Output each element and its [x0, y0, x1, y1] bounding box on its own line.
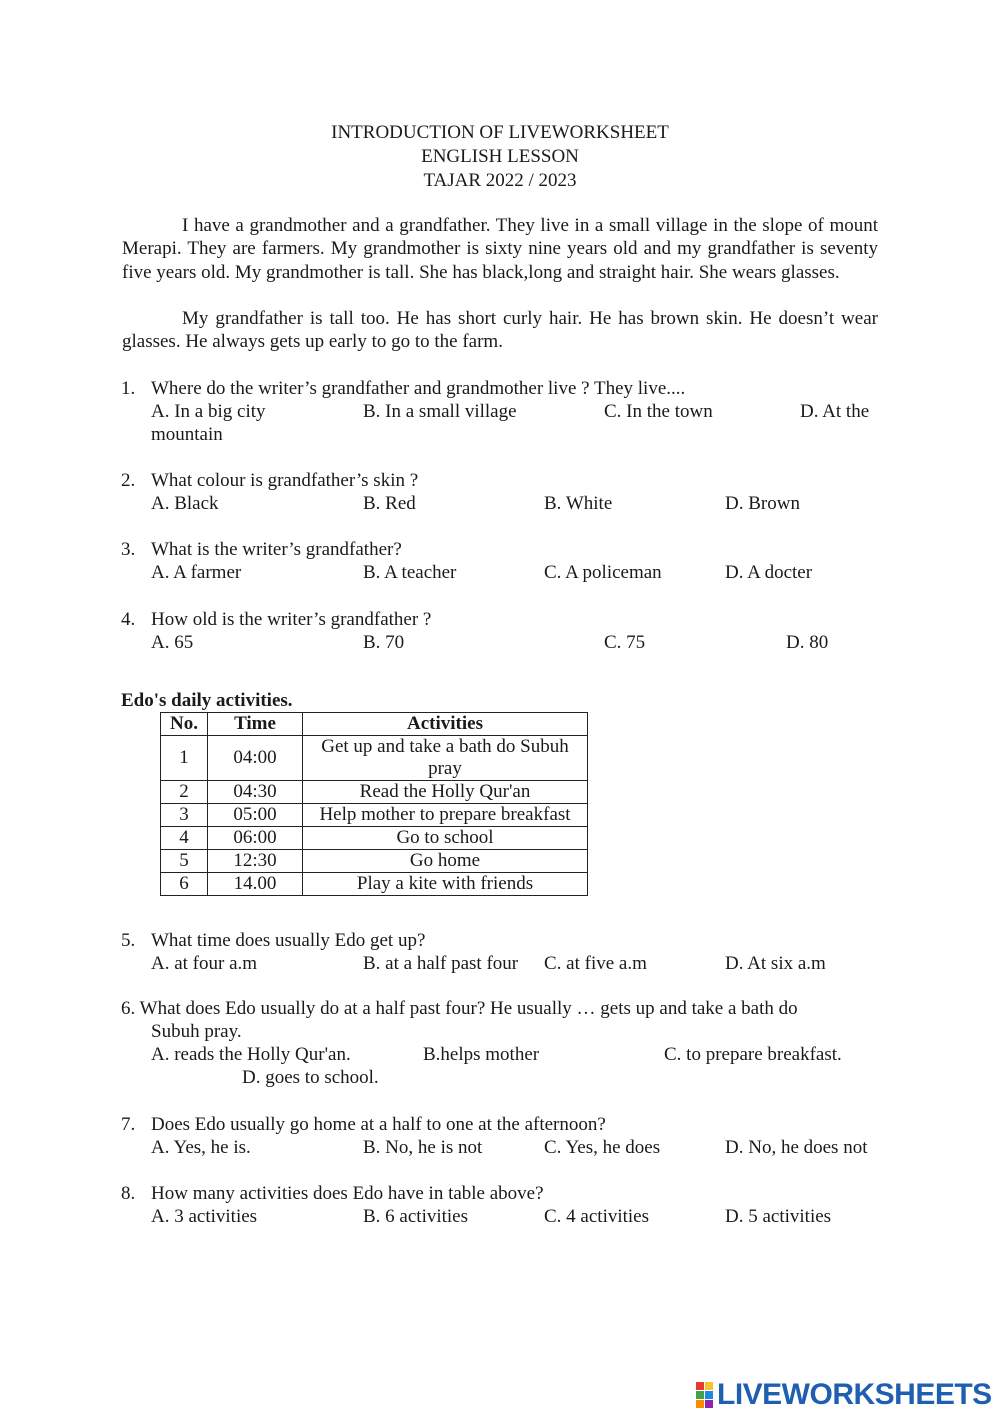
row-no: 1 — [161, 736, 208, 781]
question-text: 6. What does Edo usually do at a half past four? He usually … gets up and take a bath do — [121, 998, 798, 1019]
reading-paragraph-1 — [122, 214, 878, 284]
row-activity: Help mother to prepare breakfast — [303, 804, 588, 827]
option-d[interactable]: D. goes to school. — [242, 1067, 379, 1088]
option-a[interactable]: A. 65 — [151, 632, 194, 653]
row-no: 5 — [161, 850, 208, 873]
row-time: 05:00 — [208, 804, 303, 827]
row-no: 2 — [161, 781, 208, 804]
option-d[interactable]: D. At six a.m — [725, 953, 826, 974]
table-row — [161, 850, 588, 873]
option-d[interactable]: D. No, he does not — [725, 1137, 868, 1158]
option-c[interactable]: C. In the town — [604, 401, 713, 422]
option-b[interactable]: B. Red — [363, 493, 416, 514]
worksheet-subject: ENGLISH LESSON — [421, 146, 579, 167]
header-activities: Activities — [303, 713, 588, 736]
option-b[interactable]: B. No, he is not — [363, 1137, 483, 1158]
option-c[interactable]: C. to prepare breakfast. — [664, 1044, 842, 1065]
row-activity: Go to school — [303, 827, 588, 850]
question-number: 2. — [121, 470, 136, 491]
reading-paragraph-2 — [122, 307, 878, 354]
worksheet-year: TAJAR 2022 / 2023 — [423, 170, 577, 191]
activities-table — [160, 712, 588, 896]
header-no: No. — [161, 713, 208, 736]
row-time: 04:00 — [208, 736, 303, 781]
row-activity: Get up and take a bath do Subuh pray — [303, 736, 588, 781]
question-text-continued: Subuh pray. — [151, 1021, 242, 1042]
question-number: 5. — [121, 930, 136, 951]
table-row — [161, 827, 588, 850]
liveworksheets-logo-icon — [696, 1382, 713, 1408]
option-b[interactable]: B.helps mother — [423, 1044, 540, 1065]
question-text: What colour is grandfather’s skin ? — [151, 470, 419, 491]
option-b[interactable]: B. 6 activities — [363, 1206, 469, 1227]
question-number: 3. — [121, 539, 136, 560]
table-row — [161, 873, 588, 896]
option-c[interactable]: C. at five a.m — [544, 953, 647, 974]
question-number: 4. — [121, 609, 136, 630]
option-a[interactable]: A. Black — [151, 493, 219, 514]
question-text: What time does usually Edo get up? — [151, 930, 426, 951]
header-time: Time — [208, 713, 303, 736]
option-d[interactable]: D. 5 activities — [725, 1206, 832, 1227]
option-d[interactable]: D. 80 — [786, 632, 829, 653]
table-row — [161, 736, 588, 781]
row-activity: Read the Holly Qur'an — [303, 781, 588, 804]
liveworksheets-logo — [696, 1380, 992, 1410]
option-d-continued[interactable]: mountain — [151, 424, 223, 445]
option-a[interactable]: A. Yes, he is. — [151, 1137, 251, 1158]
worksheet-title: INTRODUCTION OF LIVEWORKSHEET — [331, 122, 669, 143]
row-no: 4 — [161, 827, 208, 850]
option-b[interactable]: B. A teacher — [363, 562, 457, 583]
option-c[interactable]: C. 75 — [604, 632, 646, 653]
question-text: Does Edo usually go home at a half to one at the afternoon? — [151, 1114, 606, 1135]
question-number: 1. — [121, 378, 136, 399]
option-a[interactable]: A. 3 activities — [151, 1206, 258, 1227]
row-no: 3 — [161, 804, 208, 827]
option-d[interactable]: D. Brown — [725, 493, 800, 514]
option-d[interactable]: D. A docter — [725, 562, 813, 583]
option-a[interactable]: A. In a big city — [151, 401, 266, 422]
question-number: 7. — [121, 1114, 136, 1135]
option-d[interactable]: D. At the — [800, 401, 870, 422]
row-activity: Go home — [303, 850, 588, 873]
option-c[interactable]: C. 4 activities — [544, 1206, 650, 1227]
question-text: Where do the writer’s grandfather and grandmother live ? They live.... — [151, 378, 686, 399]
row-time: 12:30 — [208, 850, 303, 873]
table-row — [161, 804, 588, 827]
table-header-row — [161, 713, 588, 736]
table-row — [161, 781, 588, 804]
row-time: 06:00 — [208, 827, 303, 850]
option-c[interactable]: C. Yes, he does — [544, 1137, 661, 1158]
row-activity: Play a kite with friends — [303, 873, 588, 896]
row-no: 6 — [161, 873, 208, 896]
row-time: 04:30 — [208, 781, 303, 804]
option-c[interactable]: C. A policeman — [544, 562, 662, 583]
option-b[interactable]: B. 70 — [363, 632, 405, 653]
row-time: 14.00 — [208, 873, 303, 896]
question-text: How old is the writer’s grandfather ? — [151, 609, 432, 630]
reading-paragraph-2-text: My grandfather is tall too. He has short curly hair. He has brown skin. He doesn’t wear glasses. He always gets up early to go to the farm. — [122, 308, 878, 353]
option-a[interactable]: A. at four a.m — [151, 953, 258, 974]
question-text: How many activities does Edo have in table above? — [151, 1183, 544, 1204]
option-b[interactable]: B. at a half past four — [363, 953, 519, 974]
option-c[interactable]: B. White — [544, 493, 613, 514]
option-a[interactable]: A. A farmer — [151, 562, 242, 583]
reading-paragraph-1-text: I have a grandmother and a grandfather. They live in a small village in the slope of mount Merapi. They are farmers. My grandmother is sixty nine years old and my grandfather is seventy five years old. My grandmother is tall. She has black,long and straight hair. She wears glasses. — [122, 215, 878, 283]
table-title: Edo's daily activities. — [121, 690, 293, 711]
liveworksheets-logo-text: LIVEWORKSHEETS — [717, 1378, 992, 1411]
question-number: 8. — [121, 1183, 136, 1204]
option-b[interactable]: B. In a small village — [363, 401, 517, 422]
option-a[interactable]: A. reads the Holly Qur'an. — [151, 1044, 351, 1065]
question-text: What is the writer’s grandfather? — [151, 539, 402, 560]
